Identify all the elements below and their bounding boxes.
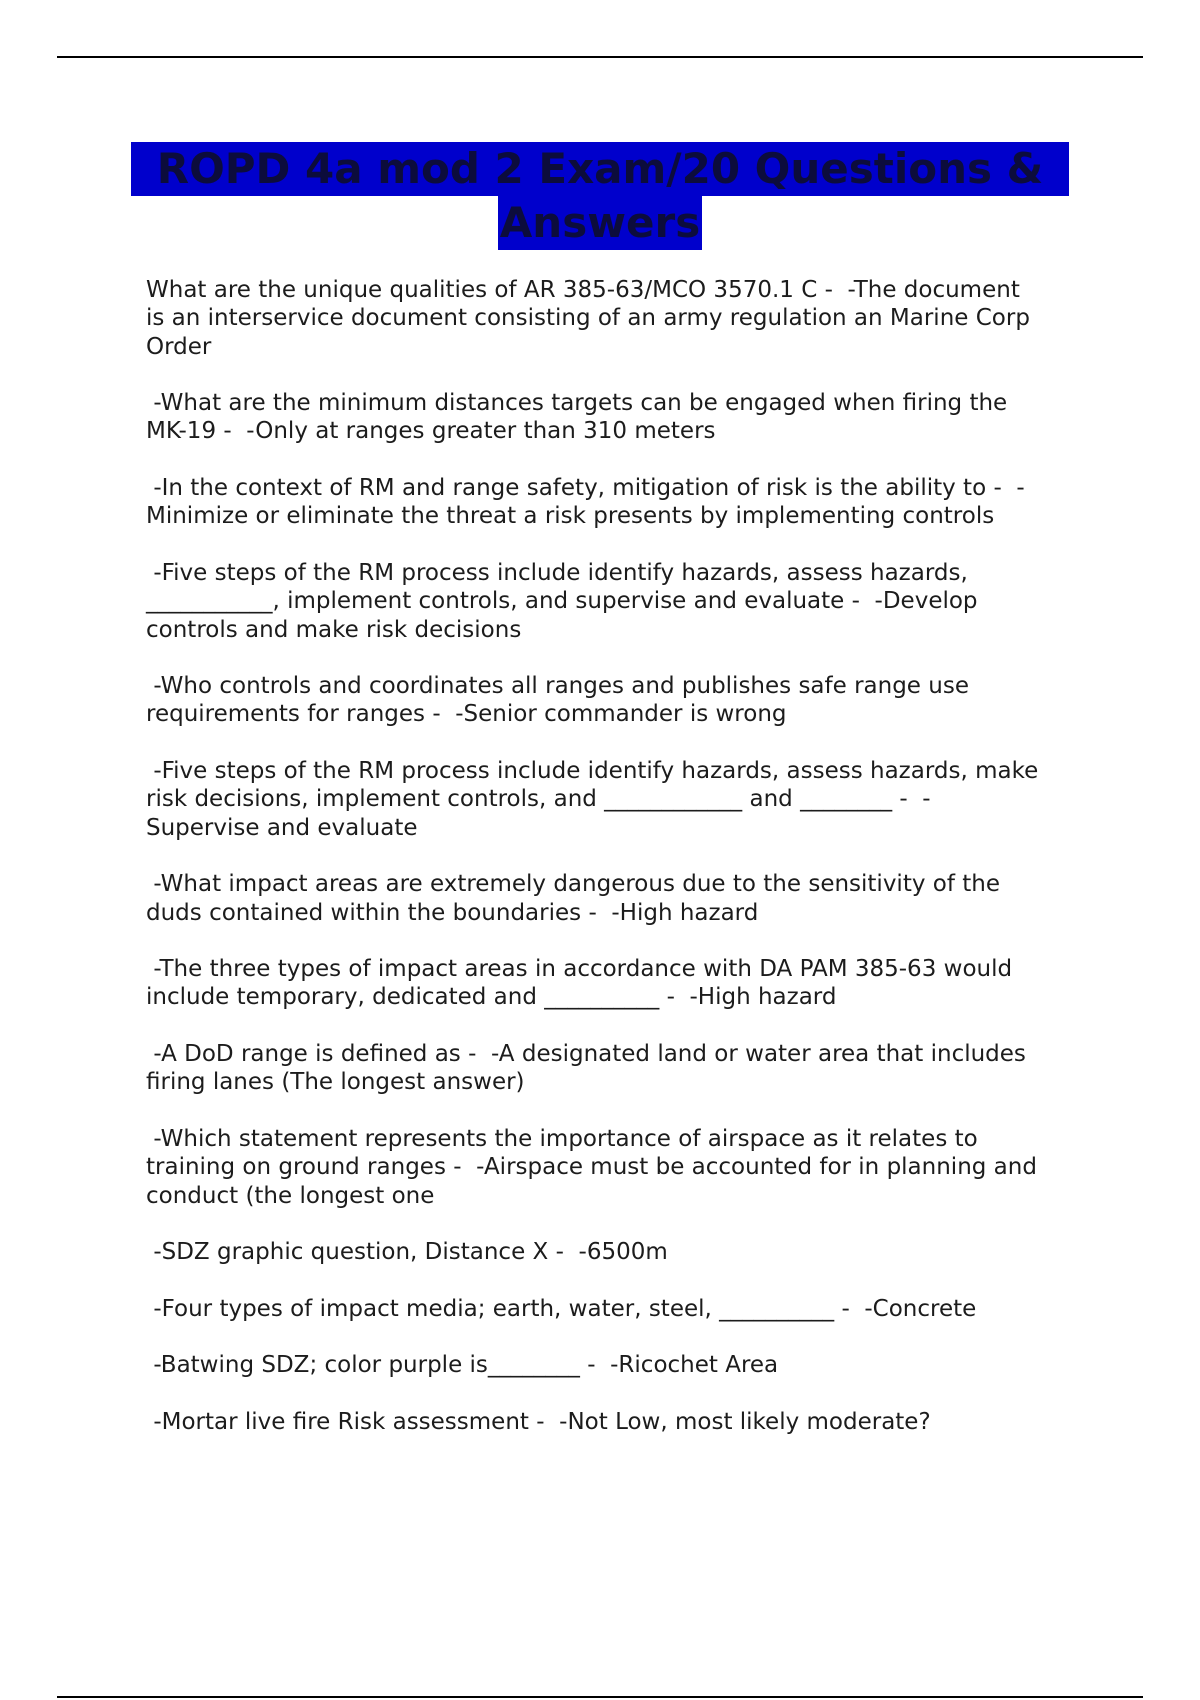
qa-list [146,276,1096,1464]
qa-item-4: -Five steps of the RM process include identify hazards, assess hazards, ___________, implement controls, and supervise and evaluate - -Develop controls and make risk decisions [146,559,978,643]
qa-item-8: -The three types of impact areas in accordance with DA PAM 385-63 would include temporary, dedicated and __________ - -High hazard [146,956,1013,1011]
qa-item-12: -Four types of impact media; earth, water, steel, __________ - -Concrete [146,1295,977,1322]
qa-item-13: -Batwing SDZ; color purple is________ - -Ricochet Area [146,1352,779,1379]
qa-item-1: What are the unique qualities of AR 385-63/MCO 3570.1 C - -The document is an interservice document consisting of an army regulation an Marine Corp Order [146,277,1030,360]
qa-item-5: -Who controls and coordinates all ranges and publishes safe range use requirements for ranges - -Senior commander is wrong [146,673,969,728]
top-divider [57,56,1143,58]
title-line-1: ROPD 4a mod 2 Exam/20 Questions & [131,142,1069,196]
document-title [0,142,1200,250]
title-line-2: Answers [498,196,702,250]
bottom-divider [57,1696,1143,1698]
qa-item-7: -What impact areas are extremely dangerous due to the sensitivity of the duds contained within the boundaries - -High hazard [146,871,1000,926]
qa-item-2: -What are the minimum distances targets can be engaged when firing the MK-19 - -Only at ranges greater than 310 meters [146,390,1008,445]
qa-item-6: -Five steps of the RM process include identify hazards, assess hazards, make risk decisions, implement controls, and ____________ and ________ - - Supervise and evaluate [146,758,1039,841]
qa-item-3: -In the context of RM and range safety, mitigation of risk is the ability to - - Minimize or eliminate the threat a risk presents by implementing controls [146,475,1025,530]
qa-item-10: -Which statement represents the importance of airspace as it relates to training on ground ranges - -Airspace must be accounted for in planning and conduct (the longest one [146,1125,1037,1209]
qa-item-14: -Mortar live fire Risk assessment - -Not Low, most likely moderate? [146,1408,931,1435]
qa-item-11: -SDZ graphic question, Distance X - -6500m [146,1239,668,1266]
qa-item-9: -A DoD range is defined as - -A designated land or water area that includes firing lanes (The longest answer) [146,1041,1026,1096]
